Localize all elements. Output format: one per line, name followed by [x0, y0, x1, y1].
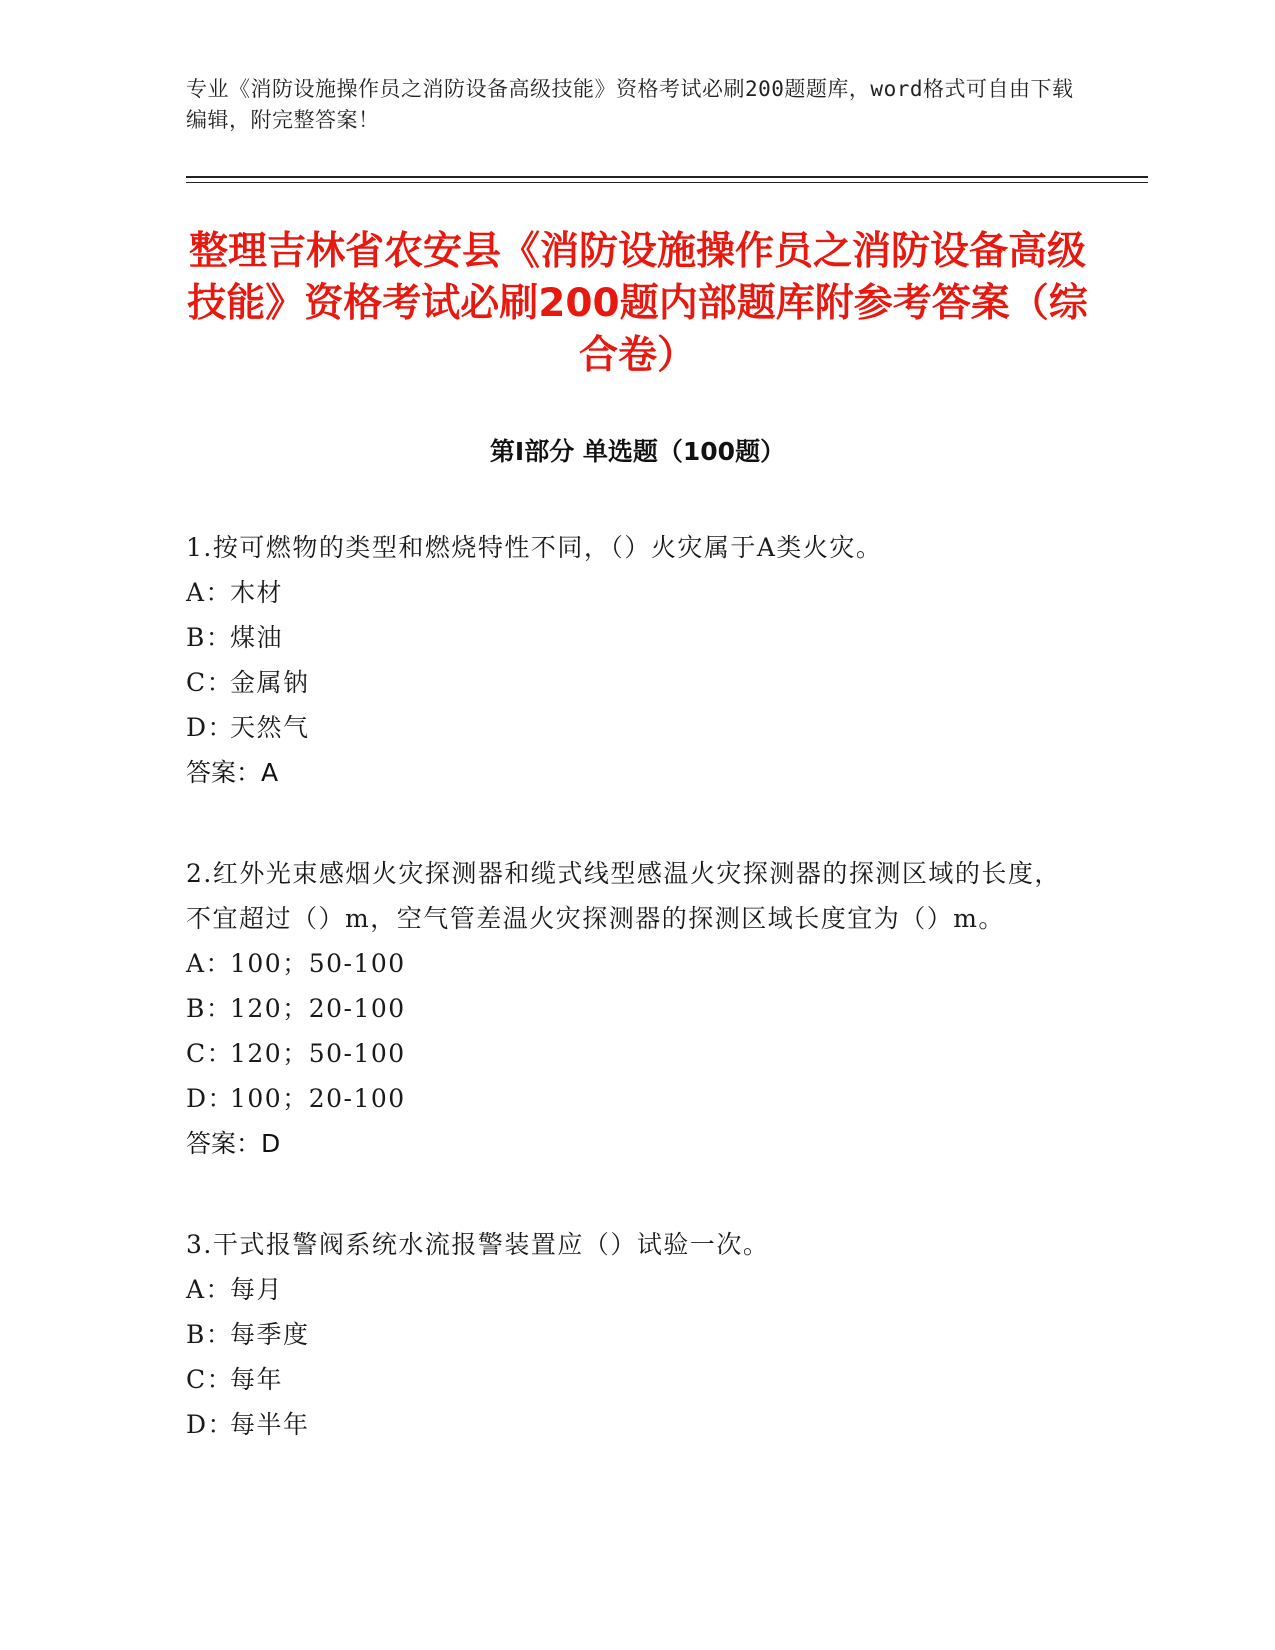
question-list: [186, 525, 1066, 1503]
option-text: 每月: [230, 1275, 284, 1304]
option-d: [186, 1402, 1066, 1447]
option-key: B：: [186, 1320, 233, 1349]
option-text: 120；20-100: [230, 994, 406, 1023]
option-key: A：: [186, 949, 233, 978]
option-text: 每年: [230, 1365, 284, 1394]
header-divider: [186, 176, 1148, 178]
option-text: 木材: [230, 578, 284, 607]
option-text: 每季度: [230, 1320, 310, 1349]
option-key: C：: [186, 668, 234, 697]
option-text: 煤油: [230, 623, 284, 652]
option-b: [186, 1312, 1066, 1357]
question-stem: 2.红外光束感烟火灾探测器和缆式线型感温火灾探测器的探测区域的长度，不宜超过（）m，空气管差温火灾探测器的探测区域长度宜为（）m。: [186, 859, 1061, 933]
option-text: 120；50-100: [230, 1039, 406, 1068]
question-2: [186, 851, 1066, 1166]
option-key: B：: [186, 994, 233, 1023]
option-a: [186, 941, 1066, 986]
question-1: [186, 525, 1066, 795]
option-text: 100；20-100: [230, 1084, 406, 1113]
option-text: 金属钠: [230, 668, 310, 697]
option-a: [186, 1267, 1066, 1312]
option-c: [186, 1031, 1066, 1076]
question-stem: 1.按可燃物的类型和燃烧特性不同，（）火灾属于A类火灾。: [186, 533, 883, 562]
header-note: 专业《消防设施操作员之消防设备高级技能》资格考试必刷200题题库，word格式可自由下载编辑，附完整答案！: [186, 77, 1074, 132]
section-title: 第Ⅰ部分 单选题（100题）: [489, 437, 786, 466]
header-divider-thin: [186, 182, 1148, 183]
option-c: [186, 1357, 1066, 1402]
option-d: [186, 705, 1066, 750]
option-b: [186, 986, 1066, 1031]
option-key: A：: [186, 1275, 233, 1304]
option-text: 天然气: [230, 713, 310, 742]
option-c: [186, 660, 1066, 705]
option-text: 每半年: [230, 1410, 310, 1439]
option-key: A：: [186, 578, 233, 607]
option-key: C：: [186, 1039, 234, 1068]
option-d: [186, 1076, 1066, 1121]
option-key: D：: [186, 713, 235, 742]
option-a: [186, 570, 1066, 615]
question-stem: 3.干式报警阀系统水流报警装置应（）试验一次。: [186, 1230, 770, 1259]
option-key: D：: [186, 1410, 235, 1439]
option-b: [186, 615, 1066, 660]
question-3: [186, 1222, 1066, 1447]
answer-line: 答案：A: [186, 758, 279, 787]
option-key: C：: [186, 1365, 234, 1394]
option-key: D：: [186, 1084, 235, 1113]
option-key: B：: [186, 623, 233, 652]
answer-line: 答案：D: [186, 1129, 281, 1158]
document-title: 整理吉林省农安县《消防设施操作员之消防设备高级技能》资格考试必刷200题内部题库附参考答案（综合卷）: [187, 229, 1088, 378]
option-text: 100；50-100: [230, 949, 406, 978]
